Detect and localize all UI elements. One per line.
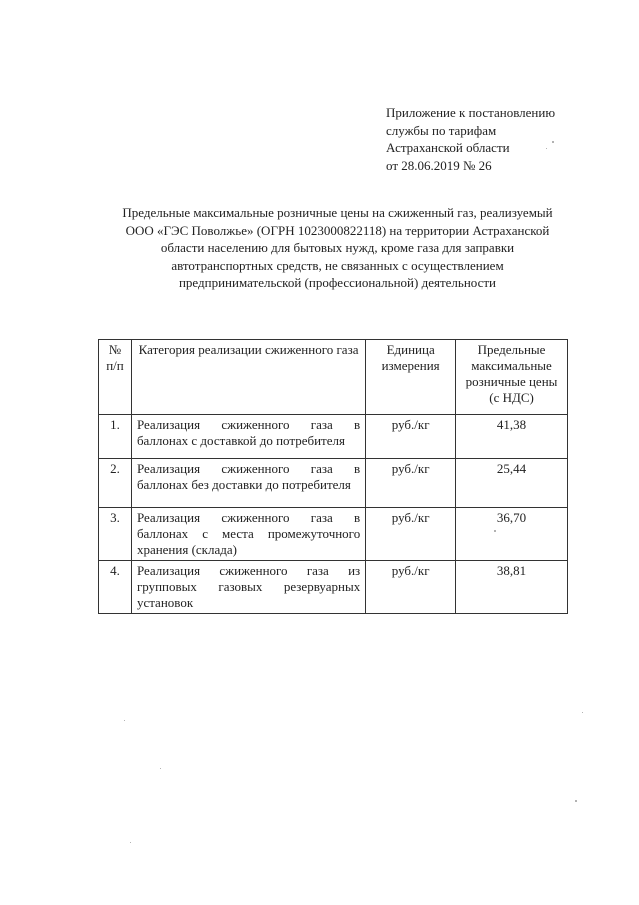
scan-speck [575, 800, 577, 802]
header-num: № п/п [99, 340, 132, 415]
cell-num: 2. [99, 459, 132, 508]
cell-price: 41,38 [456, 415, 568, 459]
cell-price: 25,44 [456, 459, 568, 508]
header-category: Категория реализации сжиженного газа [131, 340, 365, 415]
title-line: ООО «ГЭС Поволжье» (ОГРН 1023000822118) на территории Астраханской [125, 222, 550, 238]
cell-price: 38,81 [456, 561, 568, 614]
cell-category: Реализация сжиженного газа в баллонах с места промежуточного хранения (склада) [131, 508, 365, 561]
table-header-row [99, 340, 568, 415]
document-title [95, 204, 580, 292]
cell-num: 4. [99, 561, 132, 614]
scan-speck [552, 141, 554, 143]
appendix-line: от 28.06.2019 № 26 [386, 157, 492, 173]
cell-unit: руб./кг [366, 508, 456, 561]
title-line: Предельные максимальные розничные цены на сжиженный газ, реализуемый [122, 205, 553, 220]
appendix-line: Приложение к постановлению [386, 105, 556, 120]
header-unit: Единица измерения [366, 340, 456, 415]
appendix-block [386, 104, 586, 174]
cell-unit: руб./кг [366, 415, 456, 459]
title-line: области населению для бытовых нужд, кроме газа для заправки [160, 240, 515, 255]
appendix-line: службы по тарифам [386, 122, 497, 138]
cell-unit: руб./кг [366, 459, 456, 508]
title-line: автотранспортных средств, не связанных с осуществлением [171, 257, 504, 273]
scan-speck [124, 720, 125, 721]
cell-num: 1. [99, 415, 132, 459]
table-row [99, 459, 568, 508]
price-table [98, 339, 568, 614]
appendix-line: Астраханской области [386, 140, 510, 155]
header-price: Предельные максимальные розничные цены (с НДС) [456, 340, 568, 415]
title-line: предпринимательской (профессиональной) деятельности [178, 275, 497, 290]
scan-speck [582, 712, 583, 713]
table-row [99, 415, 568, 459]
scan-speck [494, 530, 496, 532]
scan-speck [160, 768, 161, 769]
cell-category: Реализация сжиженного газа в баллонах с доставкой до потребителя [131, 415, 365, 459]
scan-speck [546, 148, 547, 149]
cell-unit: руб./кг [366, 561, 456, 614]
cell-category: Реализация сжиженного газа из групповых газовых резервуарных установок [131, 561, 365, 614]
table-row [99, 508, 568, 561]
cell-price: 36,70 [456, 508, 568, 561]
scan-speck [130, 842, 131, 843]
cell-category: Реализация сжиженного газа в баллонах без доставки до потребителя [131, 459, 365, 508]
cell-num: 3. [99, 508, 132, 561]
table-row [99, 561, 568, 614]
